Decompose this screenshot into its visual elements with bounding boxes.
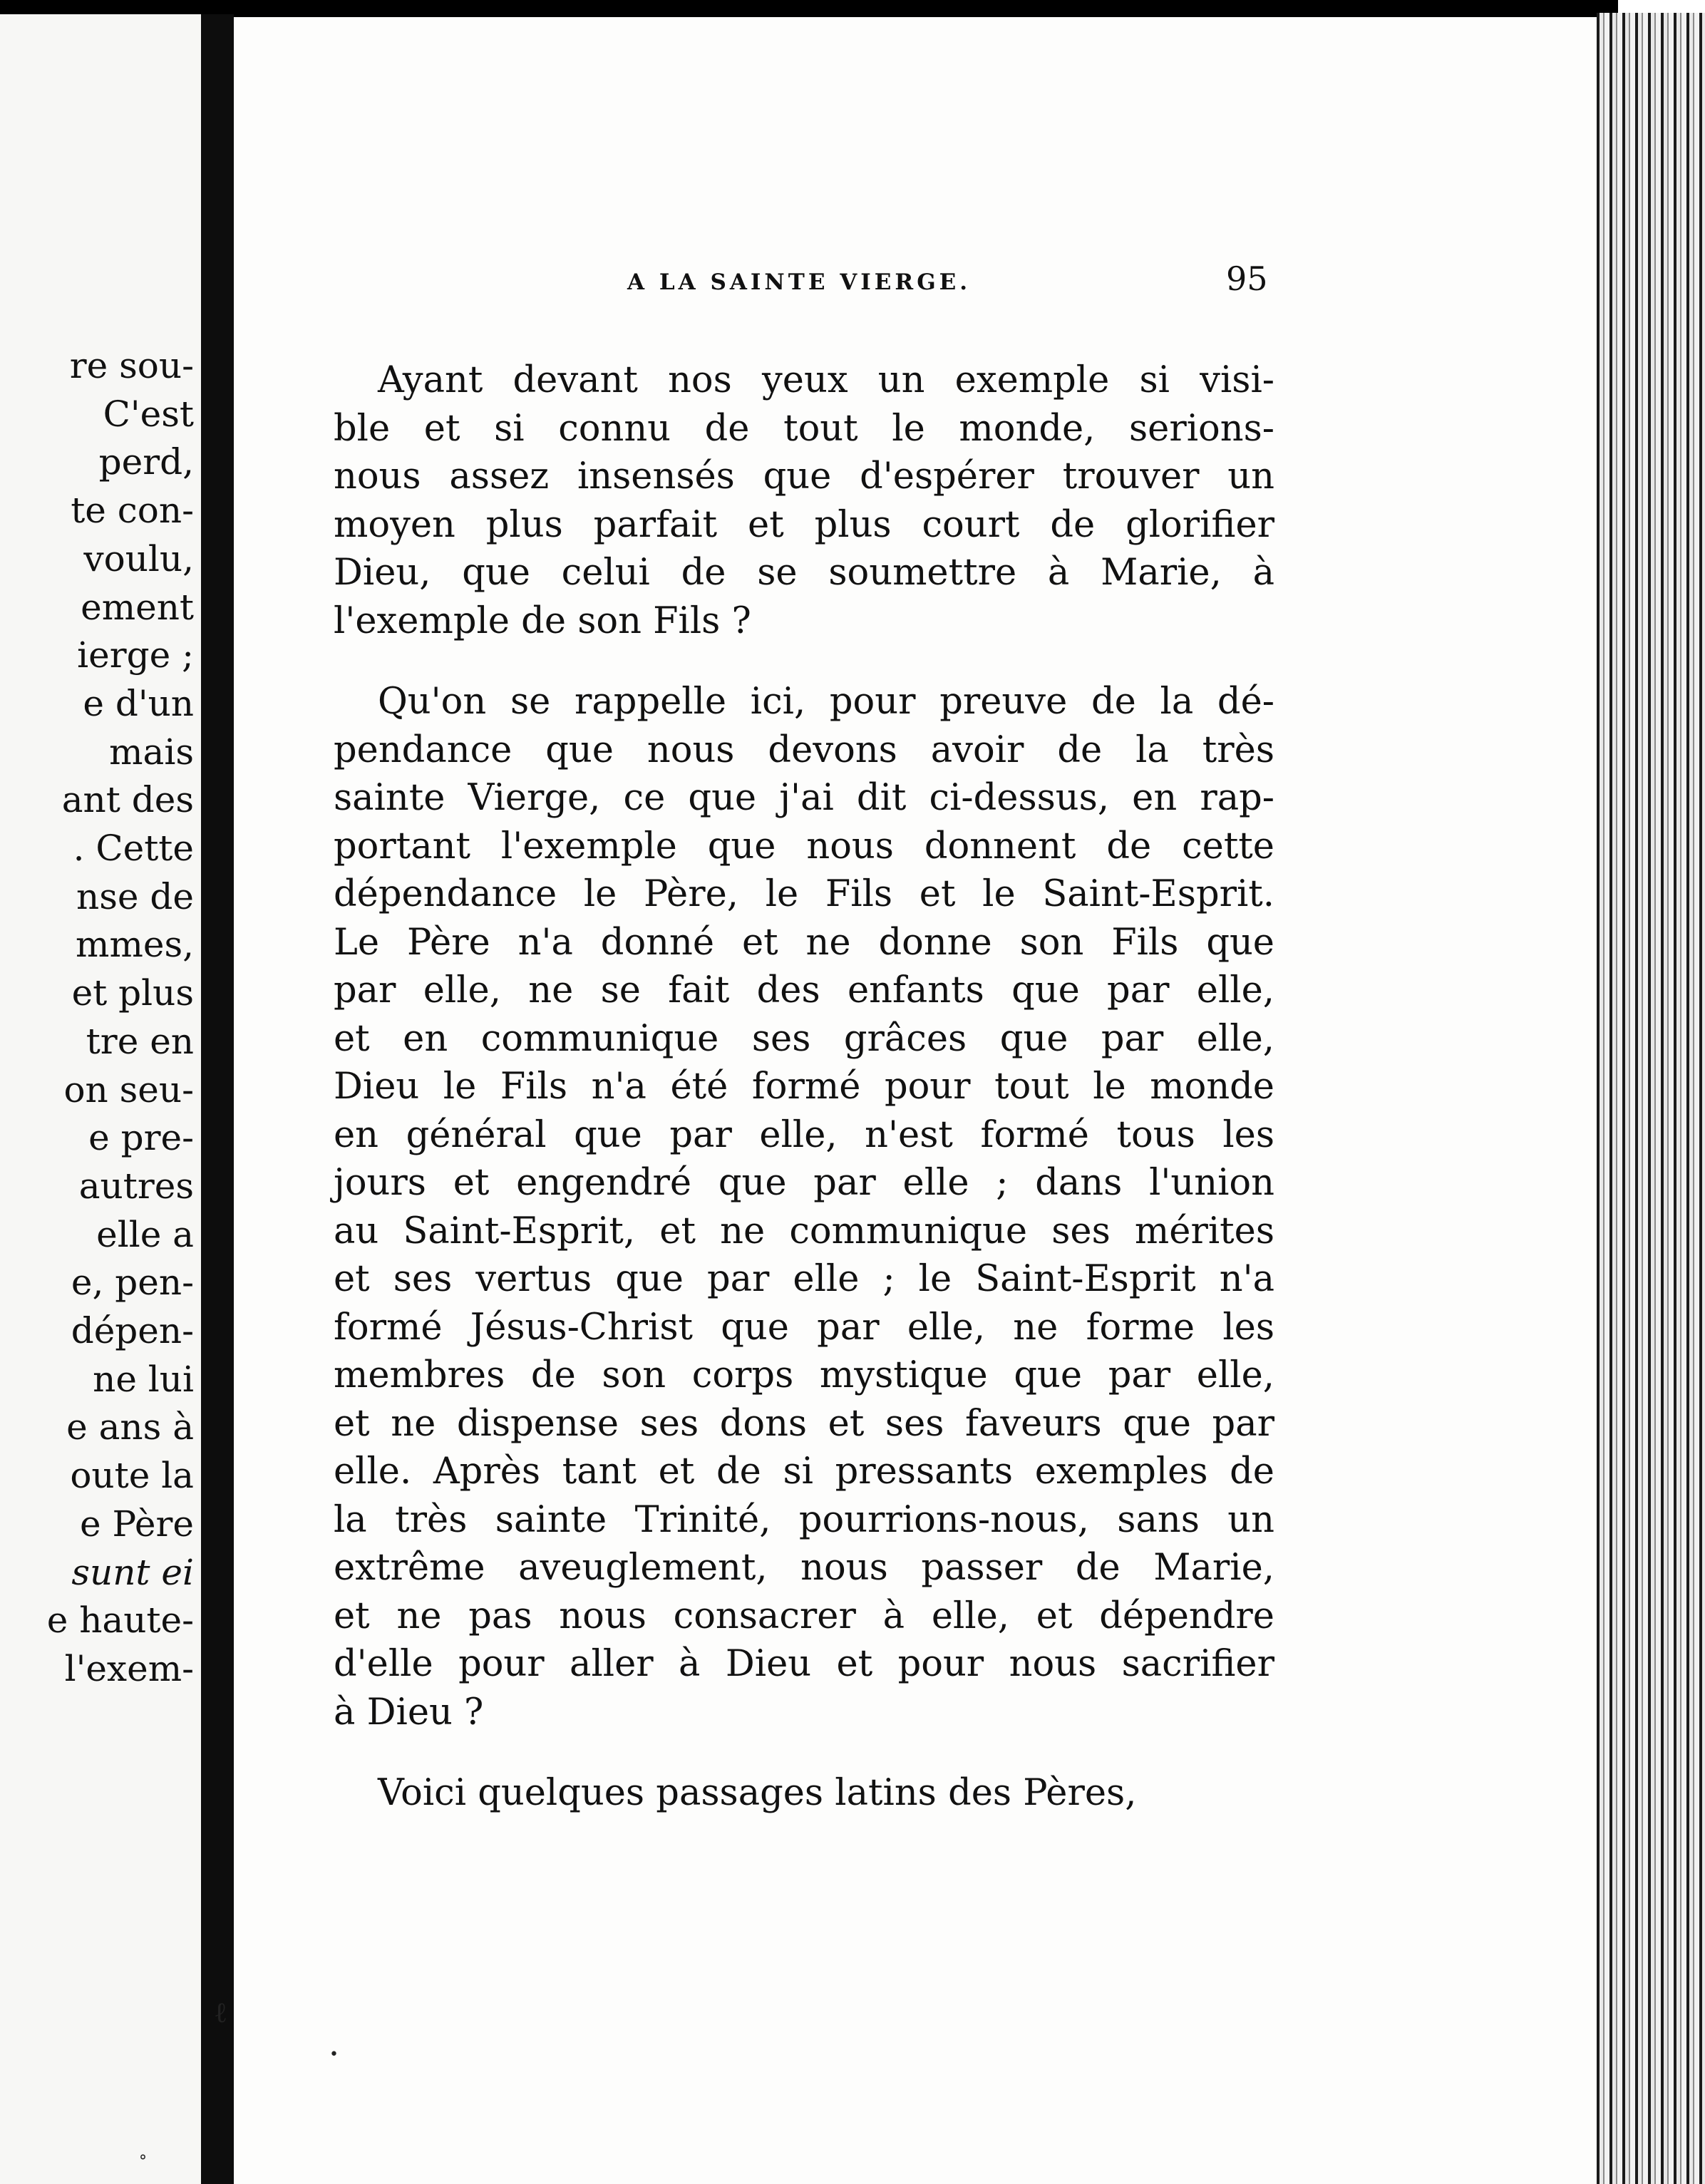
left-page-line: sunt ei — [71, 1551, 194, 1593]
text-line: Dieu, que celui de se soumettre à Marie, à — [334, 552, 1274, 594]
left-page-line: on seu- — [63, 1068, 194, 1111]
text-line: nous assez insensés que d'espérer trouver un — [334, 455, 1274, 498]
text-line: extrême aveuglement, nous passer de Marie, — [334, 1547, 1274, 1589]
left-page-line: e ans à — [66, 1406, 194, 1448]
text-line: et ses vertus que par elle ; le Saint-Esprit n'a — [334, 1258, 1274, 1300]
scan-speck: ° — [139, 2153, 147, 2170]
left-page-line: tre en — [86, 1020, 194, 1062]
left-page-line: autres — [78, 1165, 194, 1207]
text-line: à Dieu ? — [334, 1691, 484, 1734]
page-number: 95 — [1226, 259, 1268, 298]
text-line: Voici quelques passages latins des Pères, — [378, 1772, 1137, 1814]
text-line: et en communique ses grâces que par elle, — [334, 1017, 1274, 1060]
left-page-line: oute la — [70, 1455, 194, 1497]
left-page-line: et plus — [71, 972, 194, 1014]
left-page-line: e d'un — [83, 682, 194, 724]
left-page-line: ant des — [61, 779, 194, 821]
text-line: moyen plus parfait et plus court de glorifier — [334, 503, 1274, 546]
left-page-line: mmes, — [76, 924, 194, 966]
left-page-fragment — [0, 14, 201, 2184]
left-page-line: ement — [81, 586, 194, 628]
scan-border-top — [0, 0, 1618, 17]
paragraph-gap — [334, 1736, 1274, 1769]
scan-speck: ℓ — [214, 1997, 228, 2029]
text-line: d'elle pour aller à Dieu et pour nous sacrifier — [334, 1643, 1274, 1685]
body-text — [334, 356, 1274, 1818]
scan-speck: • — [329, 2046, 339, 2064]
book-gutter — [201, 14, 234, 2184]
paragraph — [334, 678, 1274, 1736]
text-line: dépendance le Père, le Fils et le Saint-Esprit. — [334, 873, 1274, 915]
left-page-line: C'est — [103, 393, 194, 435]
text-line: Le Père n'a donné et ne donne son Fils que — [334, 921, 1274, 964]
text-line: Dieu le Fils n'a été formé pour tout le monde — [334, 1066, 1274, 1108]
left-page-line: l'exem- — [64, 1647, 194, 1689]
left-page-line: e haute- — [46, 1600, 194, 1642]
text-line: Qu'on se rappelle ici, pour preuve de la dé- — [378, 681, 1274, 723]
text-line: la très sainte Trinité, pourrions-nous, sans un — [334, 1498, 1274, 1541]
left-page-line: voulu, — [83, 537, 194, 580]
left-page-line: re sou- — [69, 345, 194, 386]
left-page-line: nse de — [76, 875, 194, 917]
text-line: ble et si connu de tout le monde, serions- — [334, 407, 1274, 450]
paragraph-gap — [334, 645, 1274, 678]
text-line: Ayant devant nos yeux un exemple si visi- — [378, 359, 1274, 401]
text-line: portant l'exemple que nous donnent de cette — [334, 825, 1274, 867]
left-page-line: e Père — [80, 1503, 194, 1545]
text-line: par elle, ne se fait des enfants que par elle, — [334, 969, 1274, 1011]
left-page-line: e pre- — [88, 1117, 194, 1159]
left-page-line: e, pen- — [71, 1262, 194, 1304]
text-line: et ne dispense ses dons et ses faveurs que par — [334, 1402, 1274, 1445]
left-page-line: perd, — [98, 441, 194, 483]
text-line: l'exemple de son Fils ? — [334, 599, 751, 642]
text-line: formé Jésus-Christ que par elle, ne forme les — [334, 1306, 1274, 1349]
text-line: elle. Après tant et de si pressants exemples de — [334, 1451, 1274, 1493]
text-line: et ne pas nous consacrer à elle, et dépendre — [334, 1595, 1274, 1637]
left-page-line: . Cette — [73, 828, 194, 869]
left-page-line: ierge ; — [77, 634, 194, 676]
text-line: au Saint-Esprit, et ne communique ses mérites — [334, 1210, 1274, 1252]
paragraph — [334, 356, 1274, 645]
left-page-line: mais — [109, 731, 194, 773]
text-line: jours et engendré que par elle ; dans l'union — [334, 1162, 1274, 1204]
text-line: sainte Vierge, ce que j'ai dit ci-dessus, en rap- — [334, 777, 1274, 819]
text-line: en général que par elle, n'est formé tous les — [334, 1113, 1274, 1156]
left-page-line: dépen- — [71, 1310, 194, 1351]
page-edges — [1597, 13, 1705, 2184]
running-head: A LA SAINTE VIERGE. — [627, 269, 972, 295]
text-line: pendance que nous devons avoir de la très — [334, 728, 1274, 771]
left-page-line: ne lui — [93, 1358, 194, 1400]
text-line: membres de son corps mystique que par elle, — [334, 1354, 1274, 1396]
left-page-line: te con- — [71, 490, 194, 532]
paragraph — [334, 1769, 1274, 1818]
left-page-line: elle a — [96, 1213, 194, 1255]
